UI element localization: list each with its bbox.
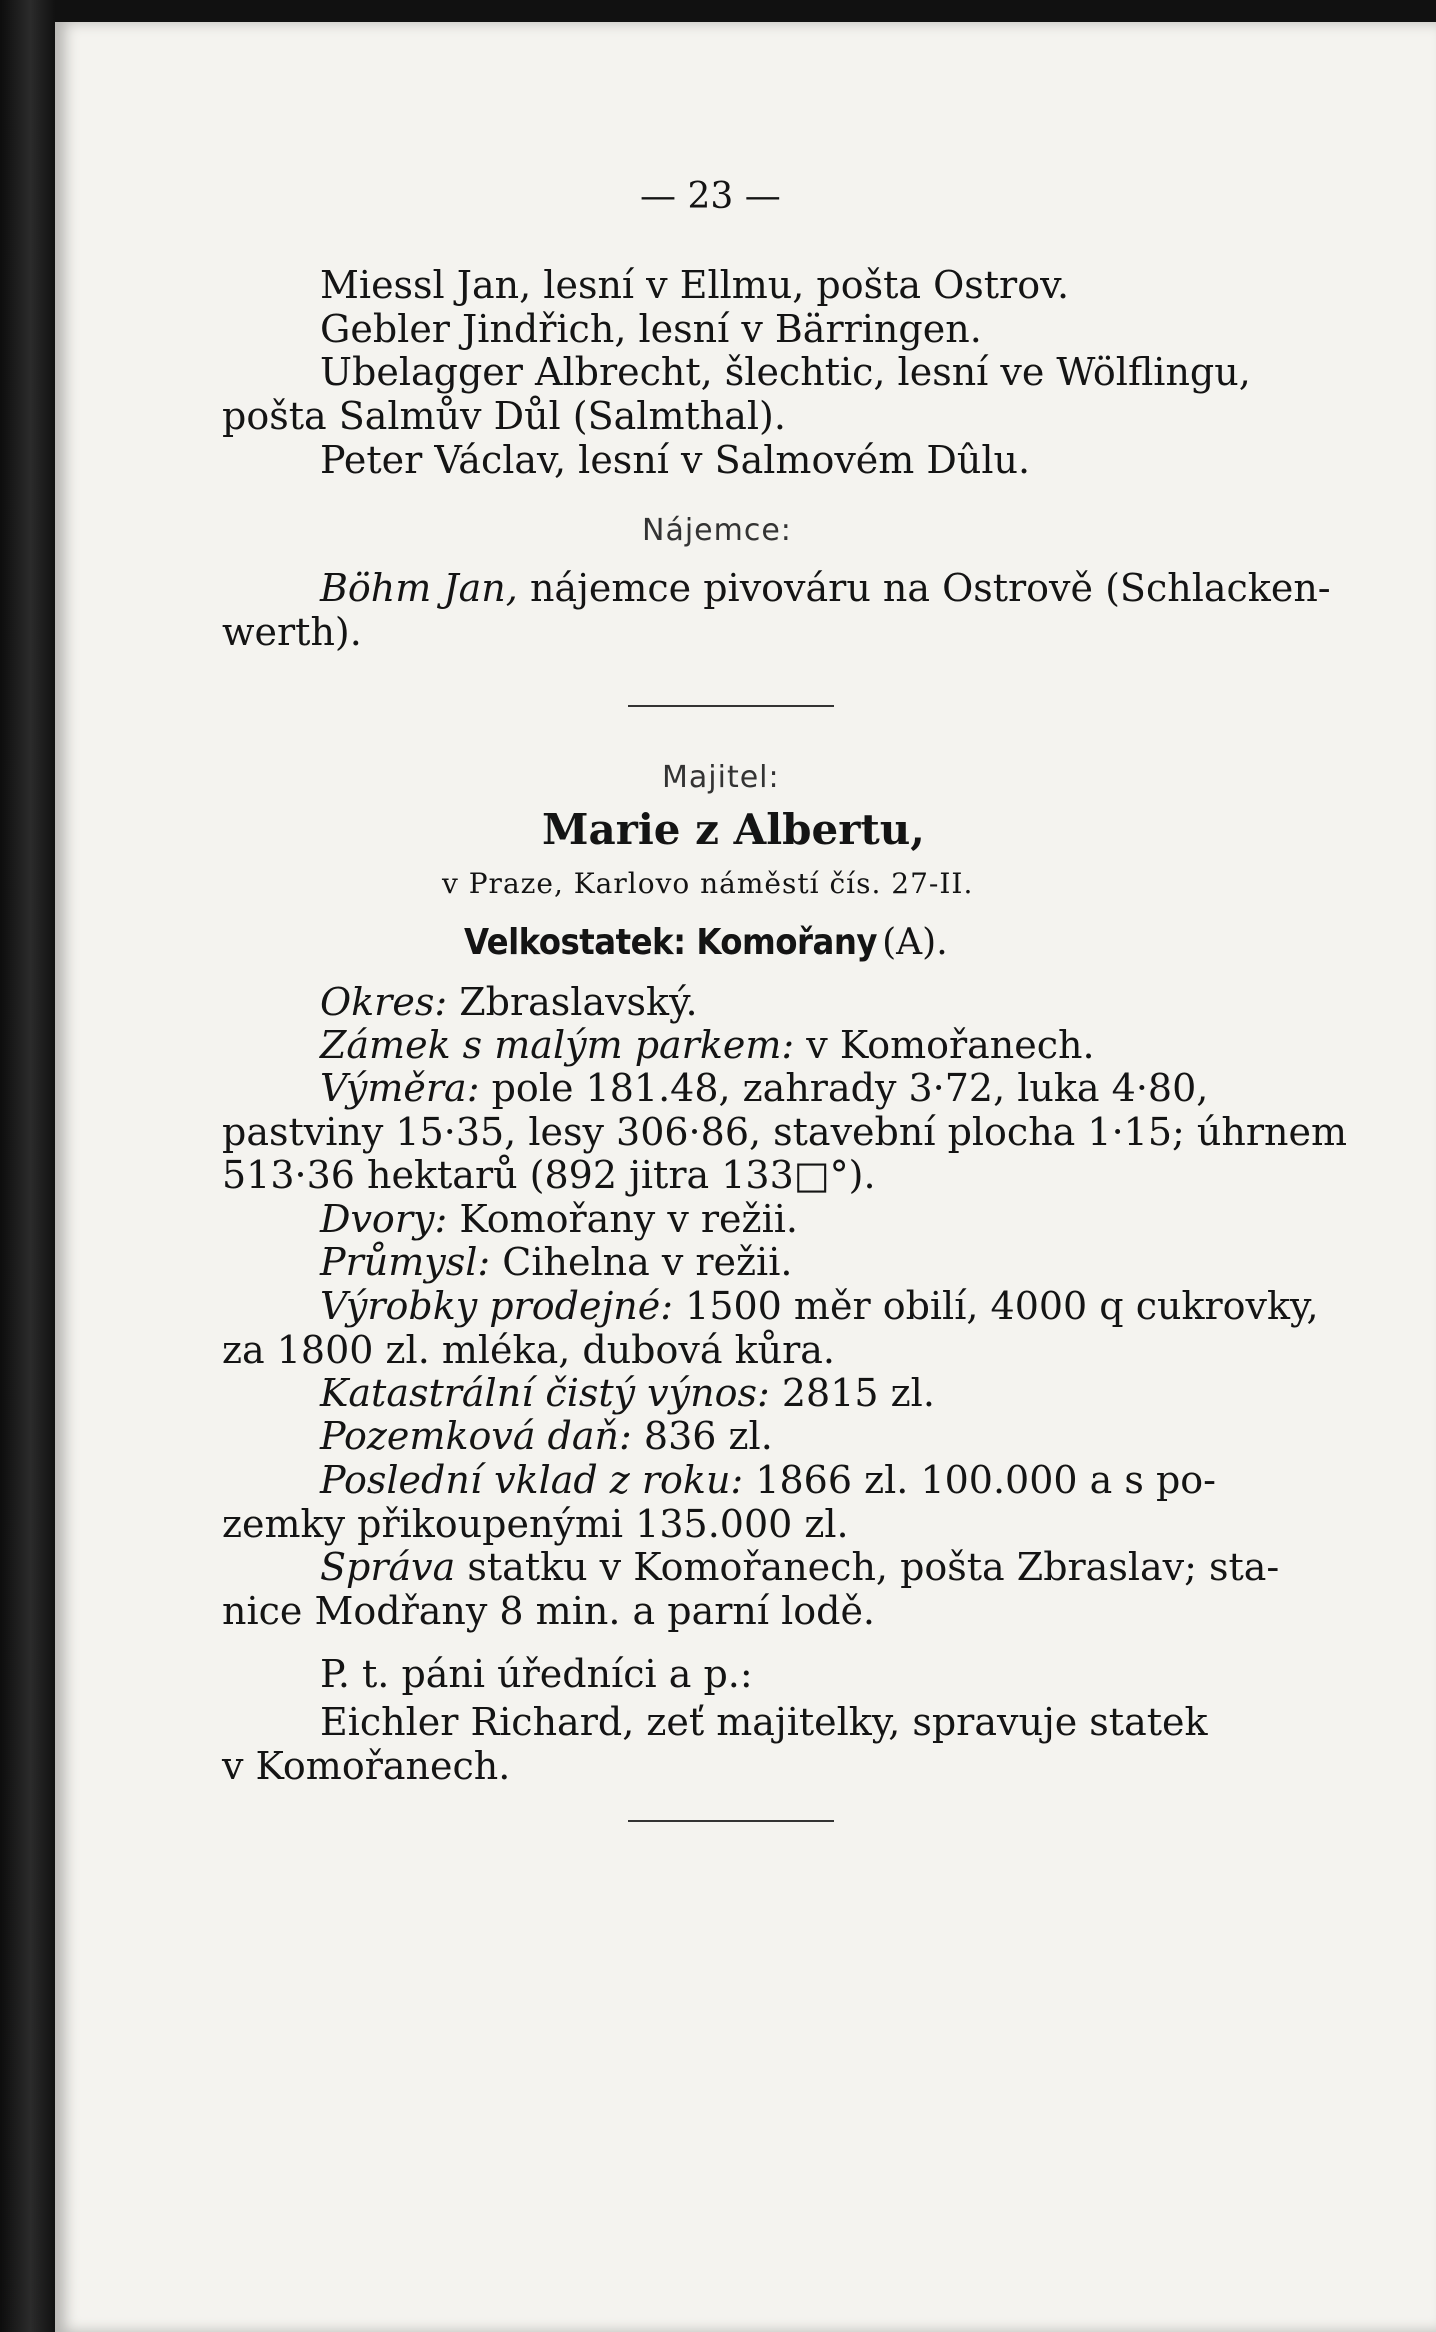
tenant-line (320, 566, 1331, 610)
estate-title-line (464, 922, 948, 963)
owner-address: v Praze, Karlovo náměstí čís. 27-II. (442, 867, 974, 900)
vklad-value: 1866 zl. 100.000 a s po- (755, 1458, 1217, 1502)
estate-title: Velkostatek: Komořany (464, 922, 878, 963)
sprava-label: Správa (320, 1545, 456, 1589)
page-number: — 23 — (640, 176, 781, 217)
vymera-line (320, 1066, 1208, 1110)
tenant-name: Böhm Jan, (320, 566, 518, 610)
estate-title-suffix: (A). (882, 922, 948, 963)
okres-line (320, 980, 698, 1024)
vymera-label: Výměra: (320, 1066, 480, 1110)
okres-label: Okres: (320, 980, 448, 1024)
katastr-label: Katastrální čistý výnos: (320, 1371, 770, 1415)
tenant-description: nájemce pivováru na Ostrově (Schlacken- (529, 566, 1331, 610)
dan-line (320, 1414, 773, 1458)
sprava-line (320, 1545, 1279, 1589)
sprava-value: statku v Komořanech, pošta Zbraslav; sta- (467, 1545, 1280, 1589)
dan-value: 836 zl. (643, 1414, 773, 1458)
vymera-value: pole 181.48, zahrady 3·72, luka 4·80, (491, 1066, 1209, 1110)
prumysl-label: Průmysl: (320, 1240, 491, 1284)
officials-line-1: Eichler Richard, zeť majitelky, spravuje statek (320, 1700, 1208, 1744)
vklad-line (320, 1458, 1216, 1502)
zamek-label: Zámek s malým parkem: (320, 1023, 795, 1067)
entry-miessl: Miessl Jan, lesní v Ellmu, pošta Ostrov. (320, 263, 1070, 307)
entry-ubelagger-cont: pošta Salmův Důl (Salmthal). (222, 394, 786, 438)
vymera-cont-2: 513·36 hektarů (892 jitra 133□°). (222, 1153, 876, 1197)
page-top-edge (0, 0, 1436, 22)
tenant-heading: Nájemce: (642, 513, 792, 548)
entry-gebler: Gebler Jindřich, lesní v Bärringen. (320, 307, 982, 351)
dan-label: Pozemková daň: (320, 1414, 632, 1458)
vyrobky-line (320, 1284, 1319, 1328)
entry-peter: Peter Václav, lesní v Salmovém Dûlu. (320, 438, 1031, 482)
officials-line-2: v Komořanech. (222, 1744, 511, 1788)
katastr-value: 2815 zl. (781, 1371, 935, 1415)
officials-heading: P. t. páni úředníci a p.: (320, 1652, 753, 1696)
katastr-line (320, 1371, 935, 1415)
dvory-line (320, 1197, 798, 1241)
book-spine (0, 0, 55, 2332)
vklad-label: Poslední vklad z roku: (320, 1458, 744, 1502)
zamek-value: v Komořanech. (806, 1023, 1095, 1067)
zamek-line (320, 1023, 1095, 1067)
dvory-value: Komořany v režii. (459, 1197, 798, 1241)
owner-name: Marie z Albertu, (542, 805, 925, 854)
vymera-cont-1: pastviny 15·35, lesy 306·86, stavební plocha 1·15; úhrnem (222, 1110, 1348, 1154)
separator-1 (628, 705, 834, 707)
entry-ubelagger: Ubelagger Albrecht, šlechtic, lesní ve Wölflingu, (320, 350, 1251, 394)
dvory-label: Dvory: (320, 1197, 448, 1241)
sprava-cont: nice Modřany 8 min. a parní lodě. (222, 1589, 876, 1633)
separator-2 (628, 1820, 834, 1822)
tenant-description-cont: werth). (222, 610, 362, 654)
vyrobky-label: Výrobky prodejné: (320, 1284, 674, 1328)
vyrobky-cont: za 1800 zl. mléka, dubová kůra. (222, 1328, 835, 1372)
okres-value: Zbraslavský. (459, 980, 698, 1024)
owner-heading: Majitel: (662, 760, 780, 795)
prumysl-line (320, 1240, 792, 1284)
prumysl-value: Cihelna v režii. (502, 1240, 793, 1284)
vklad-cont: zemky přikoupenými 135.000 zl. (222, 1502, 849, 1546)
vyrobky-value: 1500 měr obilí, 4000 q cukrovky, (685, 1284, 1319, 1328)
